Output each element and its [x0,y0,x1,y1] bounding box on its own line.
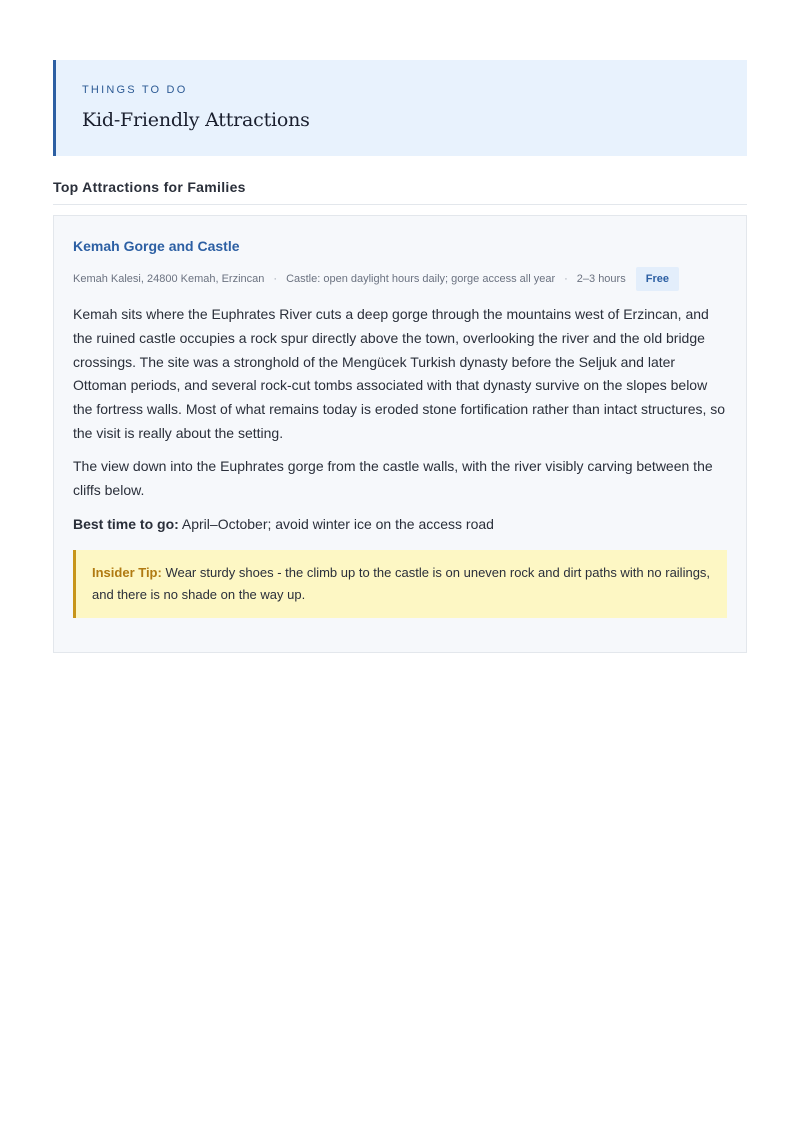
section-heading: Top Attractions for Families [53,179,747,205]
attraction-card [53,215,747,653]
attraction-hours: Castle: open daylight hours daily; gorge access all year [286,273,556,285]
meta-separator: · [273,273,278,285]
best-time-label: Best time to go: [73,516,179,533]
attraction-description: Kemah sits where the Euphrates River cuts a deep gorge through the mountains west of Erzincan, and the ruined castle occupies a rock spur directly above the town, overlooking the river and the old bridge crossings. The site was a stronghold of the Mengücek Turkish dynasty before the Seljuk and later Ottoman periods, and several rock-cut tombs associated with that dynasty survive on the slopes below the fortress walls. Most of what remains today is eroded stone fortification rather than intact structures, so the visit is really about the setting. [73,306,726,441]
attraction-address: Kemah Kalesi, 24800 Kemah, Erzincan [73,273,265,285]
hero-banner [53,60,747,156]
best-time-value: April–October; avoid winter ice on the access road [178,516,494,533]
insider-tip [73,550,727,618]
meta-separator: · [564,273,568,285]
attraction-duration: 2–3 hours [576,273,626,285]
price-badge: Free [636,267,679,291]
tip-label: Insider Tip: [92,565,162,581]
attraction-meta [73,267,727,291]
attraction-title[interactable]: Kemah Gorge and Castle [73,238,240,254]
page [53,60,747,653]
best-time [73,514,727,534]
eyebrow-label: THINGS TO DO [82,84,188,96]
page-title: Kid-Friendly Attractions [82,109,310,131]
tip-text: Wear sturdy shoes - the climb up to the castle is on uneven rock and dirt paths with no railings, and there is no shade on the way up. [92,565,711,603]
attraction-highlight: The view down into the Euphrates gorge from the castle walls, with the river visibly carving between the cliffs below. [73,457,713,498]
